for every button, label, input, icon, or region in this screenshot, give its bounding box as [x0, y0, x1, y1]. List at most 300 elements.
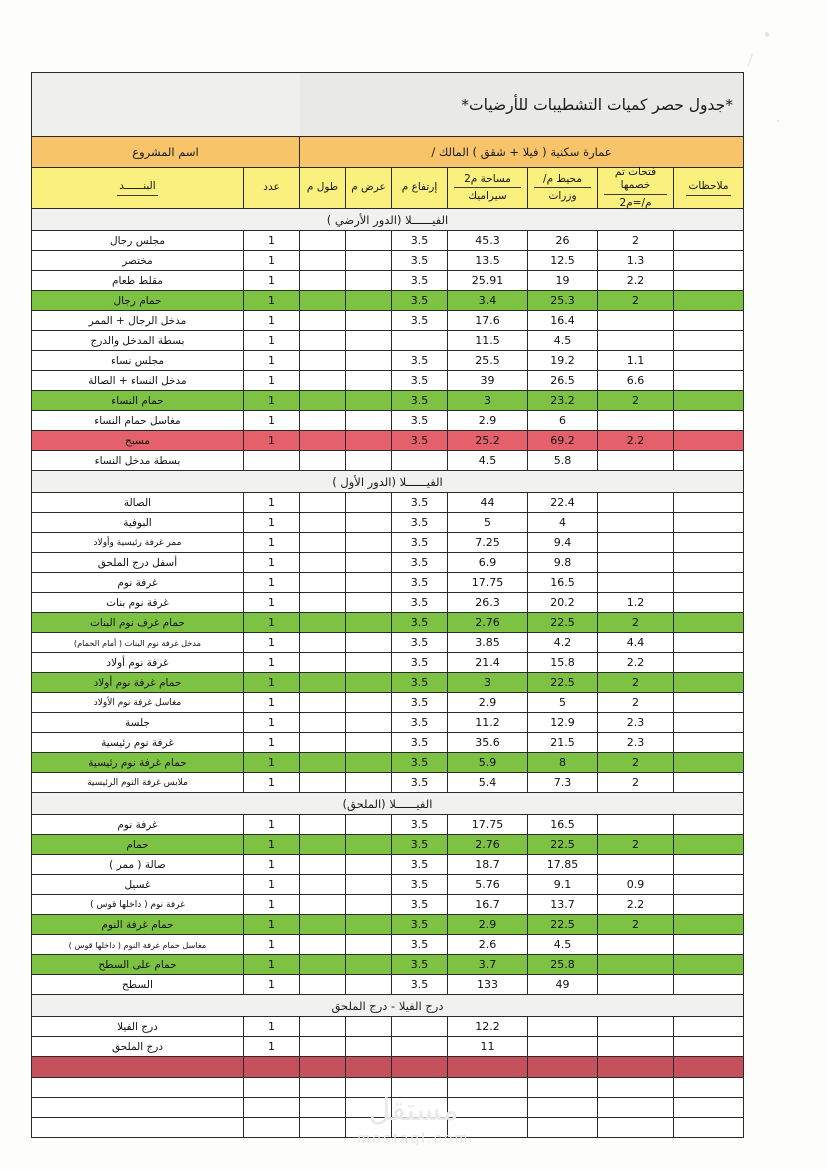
cell-width[interactable] [346, 773, 392, 793]
cell-notes[interactable] [674, 773, 744, 793]
cell-length[interactable] [300, 773, 346, 793]
cell-width[interactable] [346, 1078, 392, 1098]
cell-area[interactable]: 35.6 [448, 733, 528, 753]
cell-width[interactable] [346, 1098, 392, 1118]
cell-item[interactable]: حمام غرف نوم البنات [31, 613, 243, 633]
cell-width[interactable] [346, 391, 392, 411]
cell-count[interactable]: 1 [244, 251, 300, 271]
cell-perimeter[interactable]: 19.2 [528, 351, 598, 371]
cell-count[interactable] [244, 1118, 300, 1138]
cell-openings[interactable]: 2.2 [598, 895, 674, 915]
cell-area[interactable]: 18.7 [448, 855, 528, 875]
table-row[interactable] [31, 653, 743, 673]
cell-length[interactable] [300, 251, 346, 271]
cell-area[interactable] [448, 1098, 528, 1118]
cell-count[interactable]: 1 [244, 371, 300, 391]
cell-width[interactable] [346, 573, 392, 593]
cell-width[interactable] [346, 653, 392, 673]
cell-notes[interactable] [674, 451, 744, 471]
table-row[interactable] [31, 693, 743, 713]
cell-height[interactable]: 3.5 [392, 935, 448, 955]
cell-perimeter[interactable]: 5.8 [528, 451, 598, 471]
cell-item[interactable]: درج الفيلا [31, 1017, 243, 1037]
cell-openings[interactable]: 2 [598, 231, 674, 251]
cell-openings[interactable] [598, 533, 674, 553]
cell-count[interactable]: 1 [244, 533, 300, 553]
table-row[interactable] [31, 1057, 743, 1078]
cell-area[interactable]: 3.7 [448, 955, 528, 975]
cell-area[interactable]: 2.76 [448, 835, 528, 855]
cell-item[interactable] [31, 1098, 243, 1118]
table-row[interactable] [31, 431, 743, 451]
cell-height[interactable] [392, 451, 448, 471]
cell-length[interactable] [300, 391, 346, 411]
cell-area[interactable]: 16.7 [448, 895, 528, 915]
cell-width[interactable] [346, 1017, 392, 1037]
cell-area[interactable]: 133 [448, 975, 528, 995]
cell-perimeter[interactable] [528, 1017, 598, 1037]
cell-notes[interactable] [674, 593, 744, 613]
cell-height[interactable]: 3.5 [392, 573, 448, 593]
table-row[interactable] [31, 351, 743, 371]
cell-openings[interactable]: 1.2 [598, 593, 674, 613]
cell-area[interactable]: 17.75 [448, 815, 528, 835]
cell-width[interactable] [346, 915, 392, 935]
cell-count[interactable]: 1 [244, 573, 300, 593]
cell-length[interactable] [300, 673, 346, 693]
table-row[interactable] [31, 633, 743, 653]
cell-height[interactable]: 3.5 [392, 633, 448, 653]
cell-width[interactable] [346, 331, 392, 351]
cell-openings[interactable]: 2.2 [598, 653, 674, 673]
cell-area[interactable]: 3.85 [448, 633, 528, 653]
cell-openings[interactable]: 2.2 [598, 431, 674, 451]
cell-length[interactable] [300, 733, 346, 753]
cell-height[interactable]: 3.5 [392, 493, 448, 513]
cell-count[interactable] [244, 1098, 300, 1118]
cell-height[interactable]: 3.5 [392, 753, 448, 773]
cell-area[interactable]: 25.5 [448, 351, 528, 371]
cell-notes[interactable] [674, 493, 744, 513]
cell-length[interactable] [300, 573, 346, 593]
table-row[interactable] [31, 855, 743, 875]
cell-openings[interactable] [598, 1098, 674, 1118]
cell-length[interactable] [300, 411, 346, 431]
cell-notes[interactable] [674, 955, 744, 975]
cell-notes[interactable] [674, 513, 744, 533]
cell-length[interactable] [300, 753, 346, 773]
cell-openings[interactable]: 1.1 [598, 351, 674, 371]
table-row[interactable] [31, 533, 743, 553]
cell-length[interactable] [300, 855, 346, 875]
cell-perimeter[interactable]: 26.5 [528, 371, 598, 391]
table-row[interactable] [31, 753, 743, 773]
cell-openings[interactable] [598, 493, 674, 513]
cell-notes[interactable] [674, 935, 744, 955]
cell-area[interactable]: 25.91 [448, 271, 528, 291]
cell-notes[interactable] [674, 391, 744, 411]
cell-length[interactable] [300, 271, 346, 291]
cell-width[interactable] [346, 371, 392, 391]
cell-notes[interactable] [674, 693, 744, 713]
cell-openings[interactable] [598, 311, 674, 331]
cell-height[interactable]: 3.5 [392, 251, 448, 271]
cell-height[interactable]: 3.5 [392, 733, 448, 753]
cell-perimeter[interactable]: 26 [528, 231, 598, 251]
cell-height[interactable]: 3.5 [392, 291, 448, 311]
cell-height[interactable]: 3.5 [392, 371, 448, 391]
cell-width[interactable] [346, 513, 392, 533]
cell-item[interactable]: مغاسل حمام غرفة النوم ( داخلها قوس ) [31, 935, 243, 955]
table-row[interactable] [31, 1037, 743, 1057]
cell-height[interactable]: 3.5 [392, 693, 448, 713]
cell-length[interactable] [300, 513, 346, 533]
cell-item[interactable]: مسبح [31, 431, 243, 451]
cell-notes[interactable] [674, 815, 744, 835]
cell-length[interactable] [300, 835, 346, 855]
cell-openings[interactable] [598, 1017, 674, 1037]
cell-length[interactable] [300, 451, 346, 471]
cell-width[interactable] [346, 815, 392, 835]
cell-openings[interactable] [598, 975, 674, 995]
cell-count[interactable]: 1 [244, 653, 300, 673]
cell-width[interactable] [346, 291, 392, 311]
cell-notes[interactable] [674, 713, 744, 733]
cell-length[interactable] [300, 935, 346, 955]
cell-count[interactable]: 1 [244, 613, 300, 633]
cell-width[interactable] [346, 895, 392, 915]
cell-area[interactable]: 11.2 [448, 713, 528, 733]
cell-item[interactable]: مختصر [31, 251, 243, 271]
cell-count[interactable]: 1 [244, 835, 300, 855]
cell-perimeter[interactable] [528, 1078, 598, 1098]
cell-height[interactable]: 3.5 [392, 231, 448, 251]
cell-area[interactable] [448, 1078, 528, 1098]
table-row[interactable] [31, 975, 743, 995]
cell-item[interactable]: مدخل النساء + الصالة [31, 371, 243, 391]
table-row[interactable] [31, 371, 743, 391]
cell-openings[interactable]: 2 [598, 915, 674, 935]
cell-area[interactable]: 3 [448, 673, 528, 693]
cell-openings[interactable]: 2 [598, 291, 674, 311]
cell-area[interactable]: 39 [448, 371, 528, 391]
cell-height[interactable] [392, 1118, 448, 1138]
cell-openings[interactable] [598, 955, 674, 975]
cell-openings[interactable]: 2 [598, 391, 674, 411]
cell-width[interactable] [346, 533, 392, 553]
cell-count[interactable]: 1 [244, 975, 300, 995]
cell-perimeter[interactable] [528, 1037, 598, 1057]
cell-item[interactable]: درج الملحق [31, 1037, 243, 1057]
cell-length[interactable] [300, 713, 346, 733]
cell-width[interactable] [346, 493, 392, 513]
cell-height[interactable]: 3.5 [392, 271, 448, 291]
cell-notes[interactable] [674, 613, 744, 633]
table-row[interactable] [31, 1017, 743, 1037]
cell-area[interactable]: 12.2 [448, 1017, 528, 1037]
cell-perimeter[interactable]: 16.4 [528, 311, 598, 331]
cell-notes[interactable] [674, 431, 744, 451]
cell-perimeter[interactable]: 16.5 [528, 573, 598, 593]
cell-openings[interactable] [598, 1118, 674, 1138]
cell-item[interactable]: غرفة نوم [31, 815, 243, 835]
cell-openings[interactable] [598, 1037, 674, 1057]
cell-openings[interactable]: 4.4 [598, 633, 674, 653]
cell-perimeter[interactable]: 16.5 [528, 815, 598, 835]
cell-count[interactable]: 1 [244, 311, 300, 331]
cell-perimeter[interactable]: 49 [528, 975, 598, 995]
cell-item[interactable]: بسطة المدخل والدرج [31, 331, 243, 351]
cell-count[interactable]: 1 [244, 855, 300, 875]
cell-perimeter[interactable]: 25.8 [528, 955, 598, 975]
cell-perimeter[interactable]: 9.1 [528, 875, 598, 895]
cell-height[interactable]: 3.5 [392, 553, 448, 573]
cell-count[interactable]: 1 [244, 513, 300, 533]
cell-openings[interactable]: 0.9 [598, 875, 674, 895]
cell-width[interactable] [346, 1118, 392, 1138]
cell-item[interactable]: مغاسل حمام النساء [31, 411, 243, 431]
cell-count[interactable]: 1 [244, 411, 300, 431]
table-row[interactable] [31, 613, 743, 633]
cell-length[interactable] [300, 1098, 346, 1118]
cell-perimeter[interactable]: 9.4 [528, 533, 598, 553]
table-row[interactable] [31, 835, 743, 855]
cell-item[interactable]: بسطة مدخل النساء [31, 451, 243, 471]
cell-count[interactable]: 1 [244, 875, 300, 895]
cell-perimeter[interactable]: 19 [528, 271, 598, 291]
cell-notes[interactable] [674, 251, 744, 271]
cell-item[interactable]: حمام [31, 835, 243, 855]
cell-count[interactable]: 1 [244, 431, 300, 451]
cell-perimeter[interactable] [528, 1118, 598, 1138]
cell-perimeter[interactable]: 5 [528, 693, 598, 713]
cell-length[interactable] [300, 593, 346, 613]
cell-notes[interactable] [674, 653, 744, 673]
table-row[interactable] [31, 251, 743, 271]
table-row[interactable] [31, 331, 743, 351]
cell-length[interactable] [300, 975, 346, 995]
cell-count[interactable]: 1 [244, 1017, 300, 1037]
cell-area[interactable]: 4.5 [448, 451, 528, 471]
cell-area[interactable]: 17.75 [448, 573, 528, 593]
cell-length[interactable] [300, 431, 346, 451]
cell-area[interactable]: 21.4 [448, 653, 528, 673]
cell-count[interactable]: 1 [244, 231, 300, 251]
cell-height[interactable]: 3.5 [392, 895, 448, 915]
cell-perimeter[interactable]: 4.2 [528, 633, 598, 653]
cell-height[interactable]: 3.5 [392, 653, 448, 673]
cell-count[interactable]: 1 [244, 915, 300, 935]
cell-perimeter[interactable]: 22.5 [528, 613, 598, 633]
cell-item[interactable]: حمام رجال [31, 291, 243, 311]
cell-item[interactable]: مجلس رجال [31, 231, 243, 251]
cell-area[interactable]: 11 [448, 1037, 528, 1057]
cell-openings[interactable]: 2 [598, 613, 674, 633]
cell-item[interactable]: مدخل الرجال + الممر [31, 311, 243, 331]
cell-notes[interactable] [674, 915, 744, 935]
cell-area[interactable]: 2.76 [448, 613, 528, 633]
cell-height[interactable]: 3.5 [392, 351, 448, 371]
cell-area[interactable]: 2.9 [448, 915, 528, 935]
cell-height[interactable] [392, 1078, 448, 1098]
cell-height[interactable] [392, 331, 448, 351]
cell-openings[interactable]: 2 [598, 835, 674, 855]
table-row[interactable] [31, 673, 743, 693]
cell-width[interactable] [346, 311, 392, 331]
cell-length[interactable] [300, 231, 346, 251]
cell-height[interactable]: 3.5 [392, 915, 448, 935]
table-row[interactable] [31, 411, 743, 431]
cell-item[interactable]: البوفية [31, 513, 243, 533]
cell-width[interactable] [346, 673, 392, 693]
cell-count[interactable]: 1 [244, 935, 300, 955]
table-row[interactable] [31, 895, 743, 915]
cell-openings[interactable] [598, 1078, 674, 1098]
cell-item[interactable]: جلسة [31, 713, 243, 733]
cell-notes[interactable] [674, 875, 744, 895]
cell-count[interactable] [244, 1057, 300, 1078]
cell-length[interactable] [300, 1037, 346, 1057]
cell-area[interactable] [448, 1118, 528, 1138]
cell-area[interactable]: 5.76 [448, 875, 528, 895]
cell-openings[interactable] [598, 553, 674, 573]
cell-item[interactable]: صالة ( ممر ) [31, 855, 243, 875]
cell-count[interactable]: 1 [244, 1037, 300, 1057]
cell-width[interactable] [346, 835, 392, 855]
table-row[interactable] [31, 451, 743, 471]
cell-height[interactable]: 3.5 [392, 311, 448, 331]
cell-notes[interactable] [674, 351, 744, 371]
cell-count[interactable]: 1 [244, 291, 300, 311]
cell-item[interactable]: حمام على السطح [31, 955, 243, 975]
table-row[interactable] [31, 553, 743, 573]
cell-item[interactable]: حمام النساء [31, 391, 243, 411]
cell-height[interactable]: 3.5 [392, 815, 448, 835]
cell-length[interactable] [300, 875, 346, 895]
cell-perimeter[interactable] [528, 1098, 598, 1118]
cell-item[interactable] [31, 1118, 243, 1138]
cell-item[interactable]: غرفة نوم رئيسية [31, 733, 243, 753]
cell-openings[interactable]: 6.6 [598, 371, 674, 391]
cell-length[interactable] [300, 815, 346, 835]
cell-height[interactable]: 3.5 [392, 391, 448, 411]
table-row[interactable] [31, 311, 743, 331]
cell-perimeter[interactable]: 22.5 [528, 915, 598, 935]
cell-openings[interactable]: 2 [598, 753, 674, 773]
cell-notes[interactable] [674, 411, 744, 431]
table-row[interactable] [31, 815, 743, 835]
cell-length[interactable] [300, 351, 346, 371]
table-row[interactable] [31, 391, 743, 411]
cell-height[interactable] [392, 1057, 448, 1078]
cell-perimeter[interactable]: 21.5 [528, 733, 598, 753]
cell-height[interactable] [392, 1037, 448, 1057]
cell-area[interactable] [448, 1057, 528, 1078]
cell-count[interactable]: 1 [244, 673, 300, 693]
cell-perimeter[interactable]: 20.2 [528, 593, 598, 613]
cell-perimeter[interactable]: 8 [528, 753, 598, 773]
cell-perimeter[interactable]: 22.5 [528, 835, 598, 855]
table-row[interactable] [31, 291, 743, 311]
cell-openings[interactable]: 2.3 [598, 733, 674, 753]
cell-count[interactable]: 1 [244, 815, 300, 835]
cell-width[interactable] [346, 451, 392, 471]
cell-length[interactable] [300, 653, 346, 673]
cell-count[interactable] [244, 451, 300, 471]
cell-perimeter[interactable]: 22.4 [528, 493, 598, 513]
cell-area[interactable]: 2.9 [448, 411, 528, 431]
cell-openings[interactable]: 2 [598, 773, 674, 793]
cell-width[interactable] [346, 1057, 392, 1078]
cell-count[interactable]: 1 [244, 493, 300, 513]
cell-item[interactable]: مغاسل غرفة نوم الأولاد [31, 693, 243, 713]
cell-count[interactable]: 1 [244, 733, 300, 753]
table-row[interactable] [31, 773, 743, 793]
cell-item[interactable]: ممر غرفة رئيسية وأولاد [31, 533, 243, 553]
cell-item[interactable]: غرفة نوم بنات [31, 593, 243, 613]
cell-height[interactable]: 3.5 [392, 593, 448, 613]
cell-notes[interactable] [674, 895, 744, 915]
cell-openings[interactable]: 2.3 [598, 713, 674, 733]
cell-perimeter[interactable]: 12.5 [528, 251, 598, 271]
cell-notes[interactable] [674, 855, 744, 875]
cell-notes[interactable] [674, 271, 744, 291]
cell-width[interactable] [346, 593, 392, 613]
cell-item[interactable]: حمام غرفة النوم [31, 915, 243, 935]
cell-area[interactable]: 3 [448, 391, 528, 411]
cell-notes[interactable] [674, 975, 744, 995]
cell-height[interactable]: 3.5 [392, 835, 448, 855]
cell-notes[interactable] [674, 1037, 744, 1057]
cell-length[interactable] [300, 613, 346, 633]
cell-item[interactable]: حمام غرفة نوم رئيسية [31, 753, 243, 773]
cell-width[interactable] [346, 935, 392, 955]
cell-width[interactable] [346, 1037, 392, 1057]
cell-item[interactable] [31, 1078, 243, 1098]
cell-notes[interactable] [674, 633, 744, 653]
table-row[interactable] [31, 955, 743, 975]
cell-area[interactable]: 25.2 [448, 431, 528, 451]
cell-notes[interactable] [674, 733, 744, 753]
cell-area[interactable]: 6.9 [448, 553, 528, 573]
cell-item[interactable] [31, 1057, 243, 1078]
cell-width[interactable] [346, 431, 392, 451]
cell-item[interactable]: مقلط طعام [31, 271, 243, 291]
cell-item[interactable]: مدخل غرفة نوم البنات ( أمام الحمام) [31, 633, 243, 653]
cell-height[interactable]: 3.5 [392, 513, 448, 533]
cell-height[interactable]: 3.5 [392, 411, 448, 431]
cell-perimeter[interactable]: 17.85 [528, 855, 598, 875]
cell-openings[interactable] [598, 1057, 674, 1078]
cell-item[interactable]: غرفة نوم ( داخلها قوس ) [31, 895, 243, 915]
cell-length[interactable] [300, 291, 346, 311]
cell-length[interactable] [300, 553, 346, 573]
cell-height[interactable]: 3.5 [392, 673, 448, 693]
cell-height[interactable]: 3.5 [392, 875, 448, 895]
cell-area[interactable]: 5 [448, 513, 528, 533]
cell-width[interactable] [346, 613, 392, 633]
cell-length[interactable] [300, 311, 346, 331]
cell-length[interactable] [300, 371, 346, 391]
cell-width[interactable] [346, 411, 392, 431]
cell-length[interactable] [300, 895, 346, 915]
cell-notes[interactable] [674, 753, 744, 773]
cell-item[interactable]: السطح [31, 975, 243, 995]
cell-perimeter[interactable]: 22.5 [528, 673, 598, 693]
cell-count[interactable]: 1 [244, 955, 300, 975]
table-row[interactable] [31, 1098, 743, 1118]
cell-height[interactable] [392, 1017, 448, 1037]
